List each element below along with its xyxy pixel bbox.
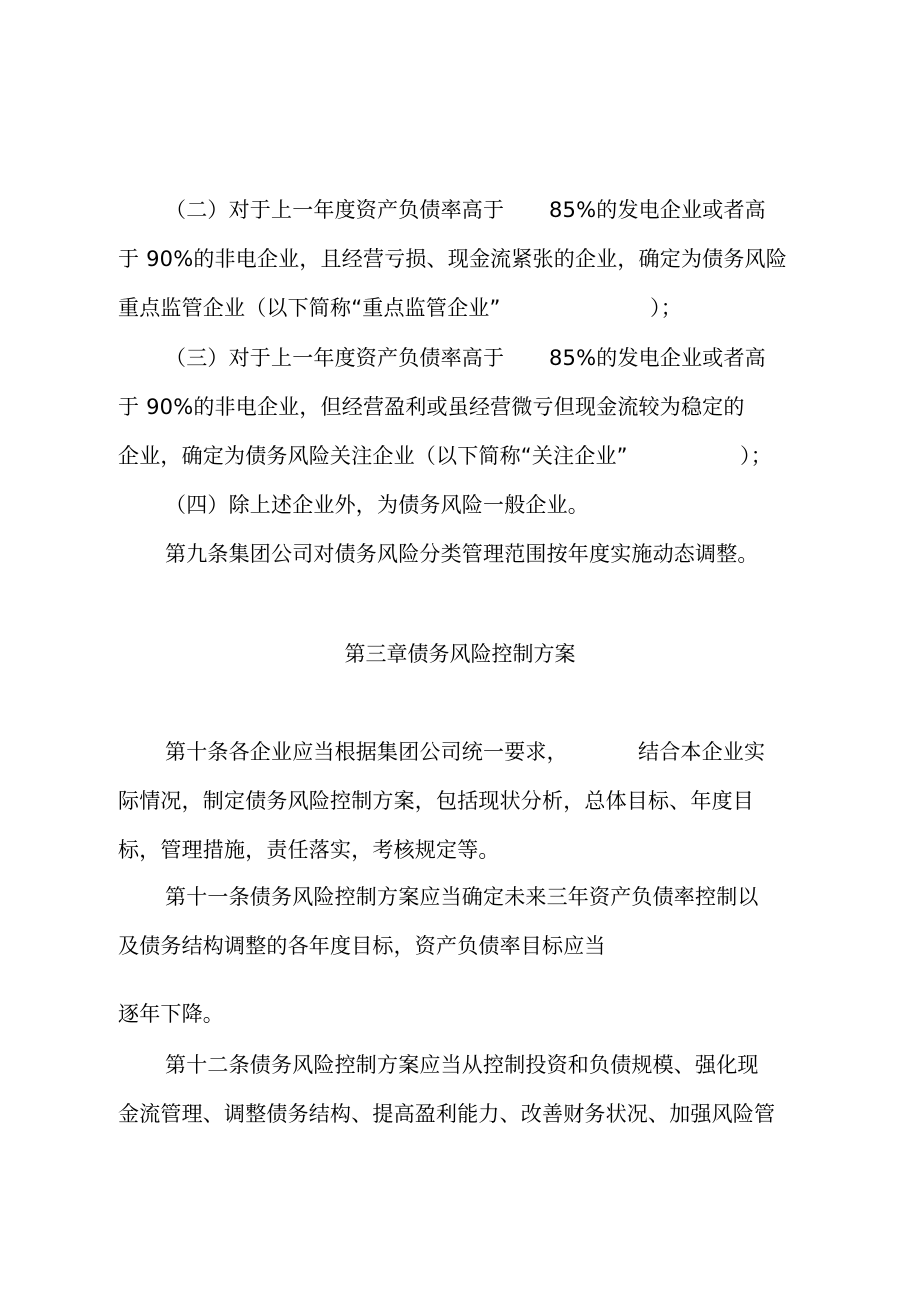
paragraph-6-line-2: 及债务结构调整的各年度目标，资产负债率目标应当	[118, 934, 606, 958]
paragraph-7-line-1: 第十二条债务风险控制方案应当从控制投资和负债规模、强化现	[165, 1053, 759, 1077]
paragraph-2-line-3-part-1: 企业，确定为债务风险关注企业（以下简称“关注企业”	[118, 444, 628, 468]
paragraph-5-line-2: 际情况，制定债务风险控制方案，包括现状分析，总体目标、年度目	[118, 789, 754, 813]
paragraph-4-line-1: 第九条集团公司对债务风险分类管理范围按年度实施动态调整。	[165, 542, 759, 566]
paragraph-2-line-1-part-2: 85%的发电企业或者高	[549, 346, 766, 370]
paragraph-1-line-2: 于 90%的非电企业，且经营亏损、现金流紧张的企业，确定为债务风险	[118, 247, 787, 271]
paragraph-5-line-1-part-2: 结合本企业实	[638, 740, 766, 764]
paragraph-1-line-3-part-2: ）；	[650, 296, 682, 320]
paragraph-1-line-1-part-2: 85%的发电企业或者高	[549, 198, 766, 222]
paragraph-1-line-1-part-1: （二）对于上一年度资产负债率高于	[165, 198, 505, 222]
paragraph-2-line-3-part-2: ）；	[740, 444, 772, 468]
chapter-heading: 第三章债务风险控制方案	[344, 642, 576, 666]
paragraph-6-line-1: 第十一条债务风险控制方案应当确定未来三年资产负债率控制以	[165, 885, 759, 909]
paragraph-1-line-3-part-1: 重点监管企业（以下简称“重点监管企业”	[118, 296, 501, 320]
paragraph-7-line-2: 金流管理、调整债务结构、提高盈利能力、改善财务状况、加强风险管	[118, 1102, 776, 1126]
paragraph-2-line-1-part-1: （三）对于上一年度资产负债率高于	[165, 346, 505, 370]
paragraph-2-line-2: 于 90%的非电企业，但经营盈利或虽经营微亏但现金流较为稳定的	[118, 395, 745, 419]
paragraph-3-line-1: （四）除上述企业外，为债务风险一般企业。	[165, 493, 589, 517]
paragraph-5-line-3: 标，管理措施，责任落实，考核规定等。	[118, 838, 500, 862]
paragraph-5-line-1-part-1: 第十条各企业应当根据集团公司统一要求，	[165, 740, 568, 764]
paragraph-6-line-3: 逐年下降。	[118, 1002, 224, 1026]
